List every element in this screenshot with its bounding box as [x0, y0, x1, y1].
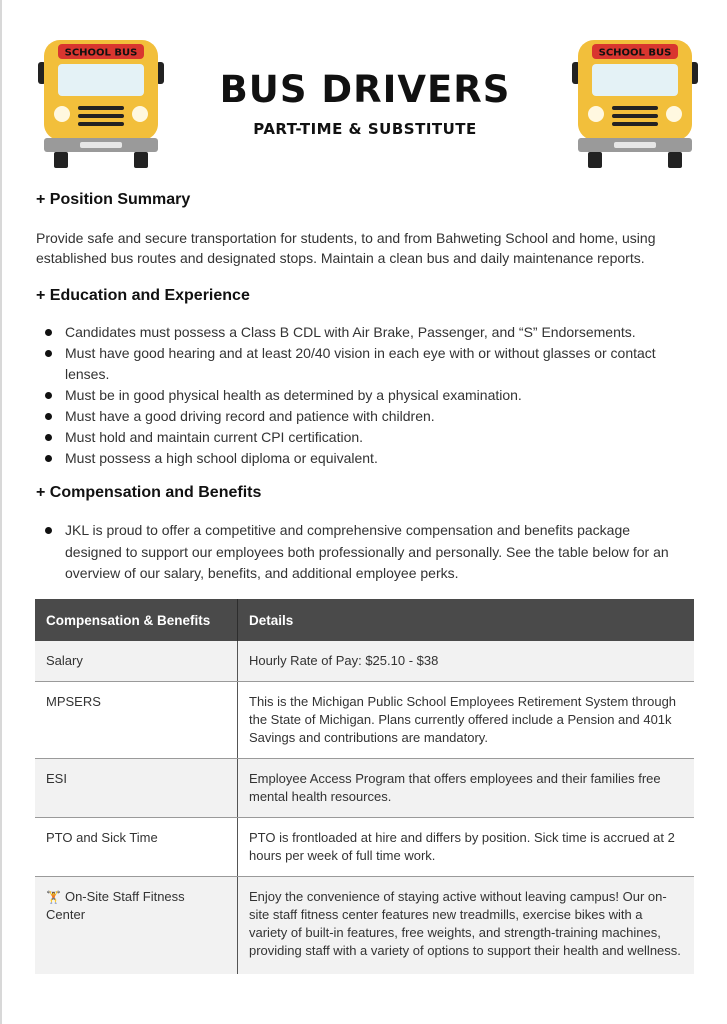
benefit-label: Salary [35, 641, 238, 682]
benefit-label: MPSERS [35, 682, 238, 759]
bullet-icon [45, 350, 52, 357]
section-heading-position-summary: + Position Summary [36, 191, 191, 208]
column-header: Details [238, 599, 695, 641]
list-item [36, 406, 676, 427]
list-item-text: Must hold and maintain current CPI certification. [65, 428, 364, 445]
bullet-icon [45, 434, 52, 441]
benefit-label-cell [35, 877, 238, 975]
list-item-text: Candidates must possess a Class B CDL with Air Brake, Passenger, and “S” Endorsements. [65, 324, 636, 340]
page-left-border [0, 0, 2, 1024]
column-header: Compensation & Benefits [35, 599, 238, 641]
compensation-table [35, 599, 694, 974]
table-row [35, 877, 694, 975]
benefit-detail: Employee Access Program that offers employees and their families free mental health resources. [238, 759, 695, 818]
bullet-icon [45, 413, 52, 420]
benefit-label: ESI [35, 759, 238, 818]
school-bus-icon [572, 38, 698, 170]
benefit-detail: Enjoy the convenience of staying active without leaving campus! Our on-site staff fitness center features new treadmills, exercise bikes with a variety of built-in features, free weights, and strength-training machines, providing staff with a variety of options to support their health and wellness. [238, 877, 695, 975]
bullet-icon [45, 329, 52, 336]
benefit-label: PTO and Sick Time [35, 818, 238, 877]
list-item [36, 520, 681, 585]
position-summary-line: established bus routes and designated stops. Maintain a clean bus and daily maintenance reports. [36, 250, 645, 266]
bus-sign-text: SCHOOL BUS [64, 47, 138, 59]
benefit-label: On-Site Staff Fitness Center [46, 889, 185, 922]
list-item-text: JKL is proud to offer a competitive and comprehensive compensation and benefits package designed to support our employees both professionally and personally. See the table below for an overview of our salary, benefits, and additional employee perks. [65, 522, 669, 581]
list-item [36, 427, 676, 448]
table-header-row [35, 599, 694, 641]
benefit-detail: This is the Michigan Public School Employees Retirement System through the State of Michigan. Plans currently offered include a Pension and 401k Savings and contributions are mandatory. [238, 682, 695, 759]
compensation-list [36, 520, 681, 585]
section-heading-compensation: + Compensation and Benefits [36, 484, 262, 501]
position-summary-line: Provide safe and secure transportation for students, to and from Bahweting School and home, using [36, 230, 656, 246]
list-item-text: Must have a good driving record and patience with children. [65, 407, 435, 424]
page-title: BUS DRIVERS [219, 68, 511, 111]
education-list [36, 322, 676, 469]
list-item-text: Must possess a high school diploma or equivalent. [65, 449, 378, 466]
bus-sign-text: SCHOOL BUS [598, 47, 672, 59]
benefit-detail: PTO is frontloaded at hire and differs by position. Sick time is accrued at 2 hours per week of full time work. [238, 818, 695, 877]
section-heading-education: + Education and Experience [36, 287, 250, 304]
list-item [36, 385, 676, 406]
bullet-icon [45, 392, 52, 399]
school-bus-icon [38, 38, 164, 170]
position-summary-text [36, 228, 686, 268]
list-item [36, 322, 676, 343]
table-row [35, 682, 694, 759]
list-item-text: Must be in good physical health as determined by a physical examination. [65, 386, 522, 403]
benefit-detail: Hourly Rate of Pay: $25.10 - $38 [238, 641, 695, 682]
weightlifter-icon: 🏋 [46, 890, 61, 904]
list-item [36, 343, 676, 384]
list-item-text: Must have good hearing and at least 20/40 vision in each eye with or without glasses or contact lenses. [65, 345, 656, 382]
bullet-icon [45, 527, 52, 534]
page-subtitle: PART-TIME & SUBSTITUTE [253, 120, 477, 138]
bullet-icon [45, 455, 52, 462]
table-row [35, 818, 694, 877]
table-row [35, 759, 694, 818]
list-item [36, 448, 676, 469]
table-row [35, 641, 694, 682]
